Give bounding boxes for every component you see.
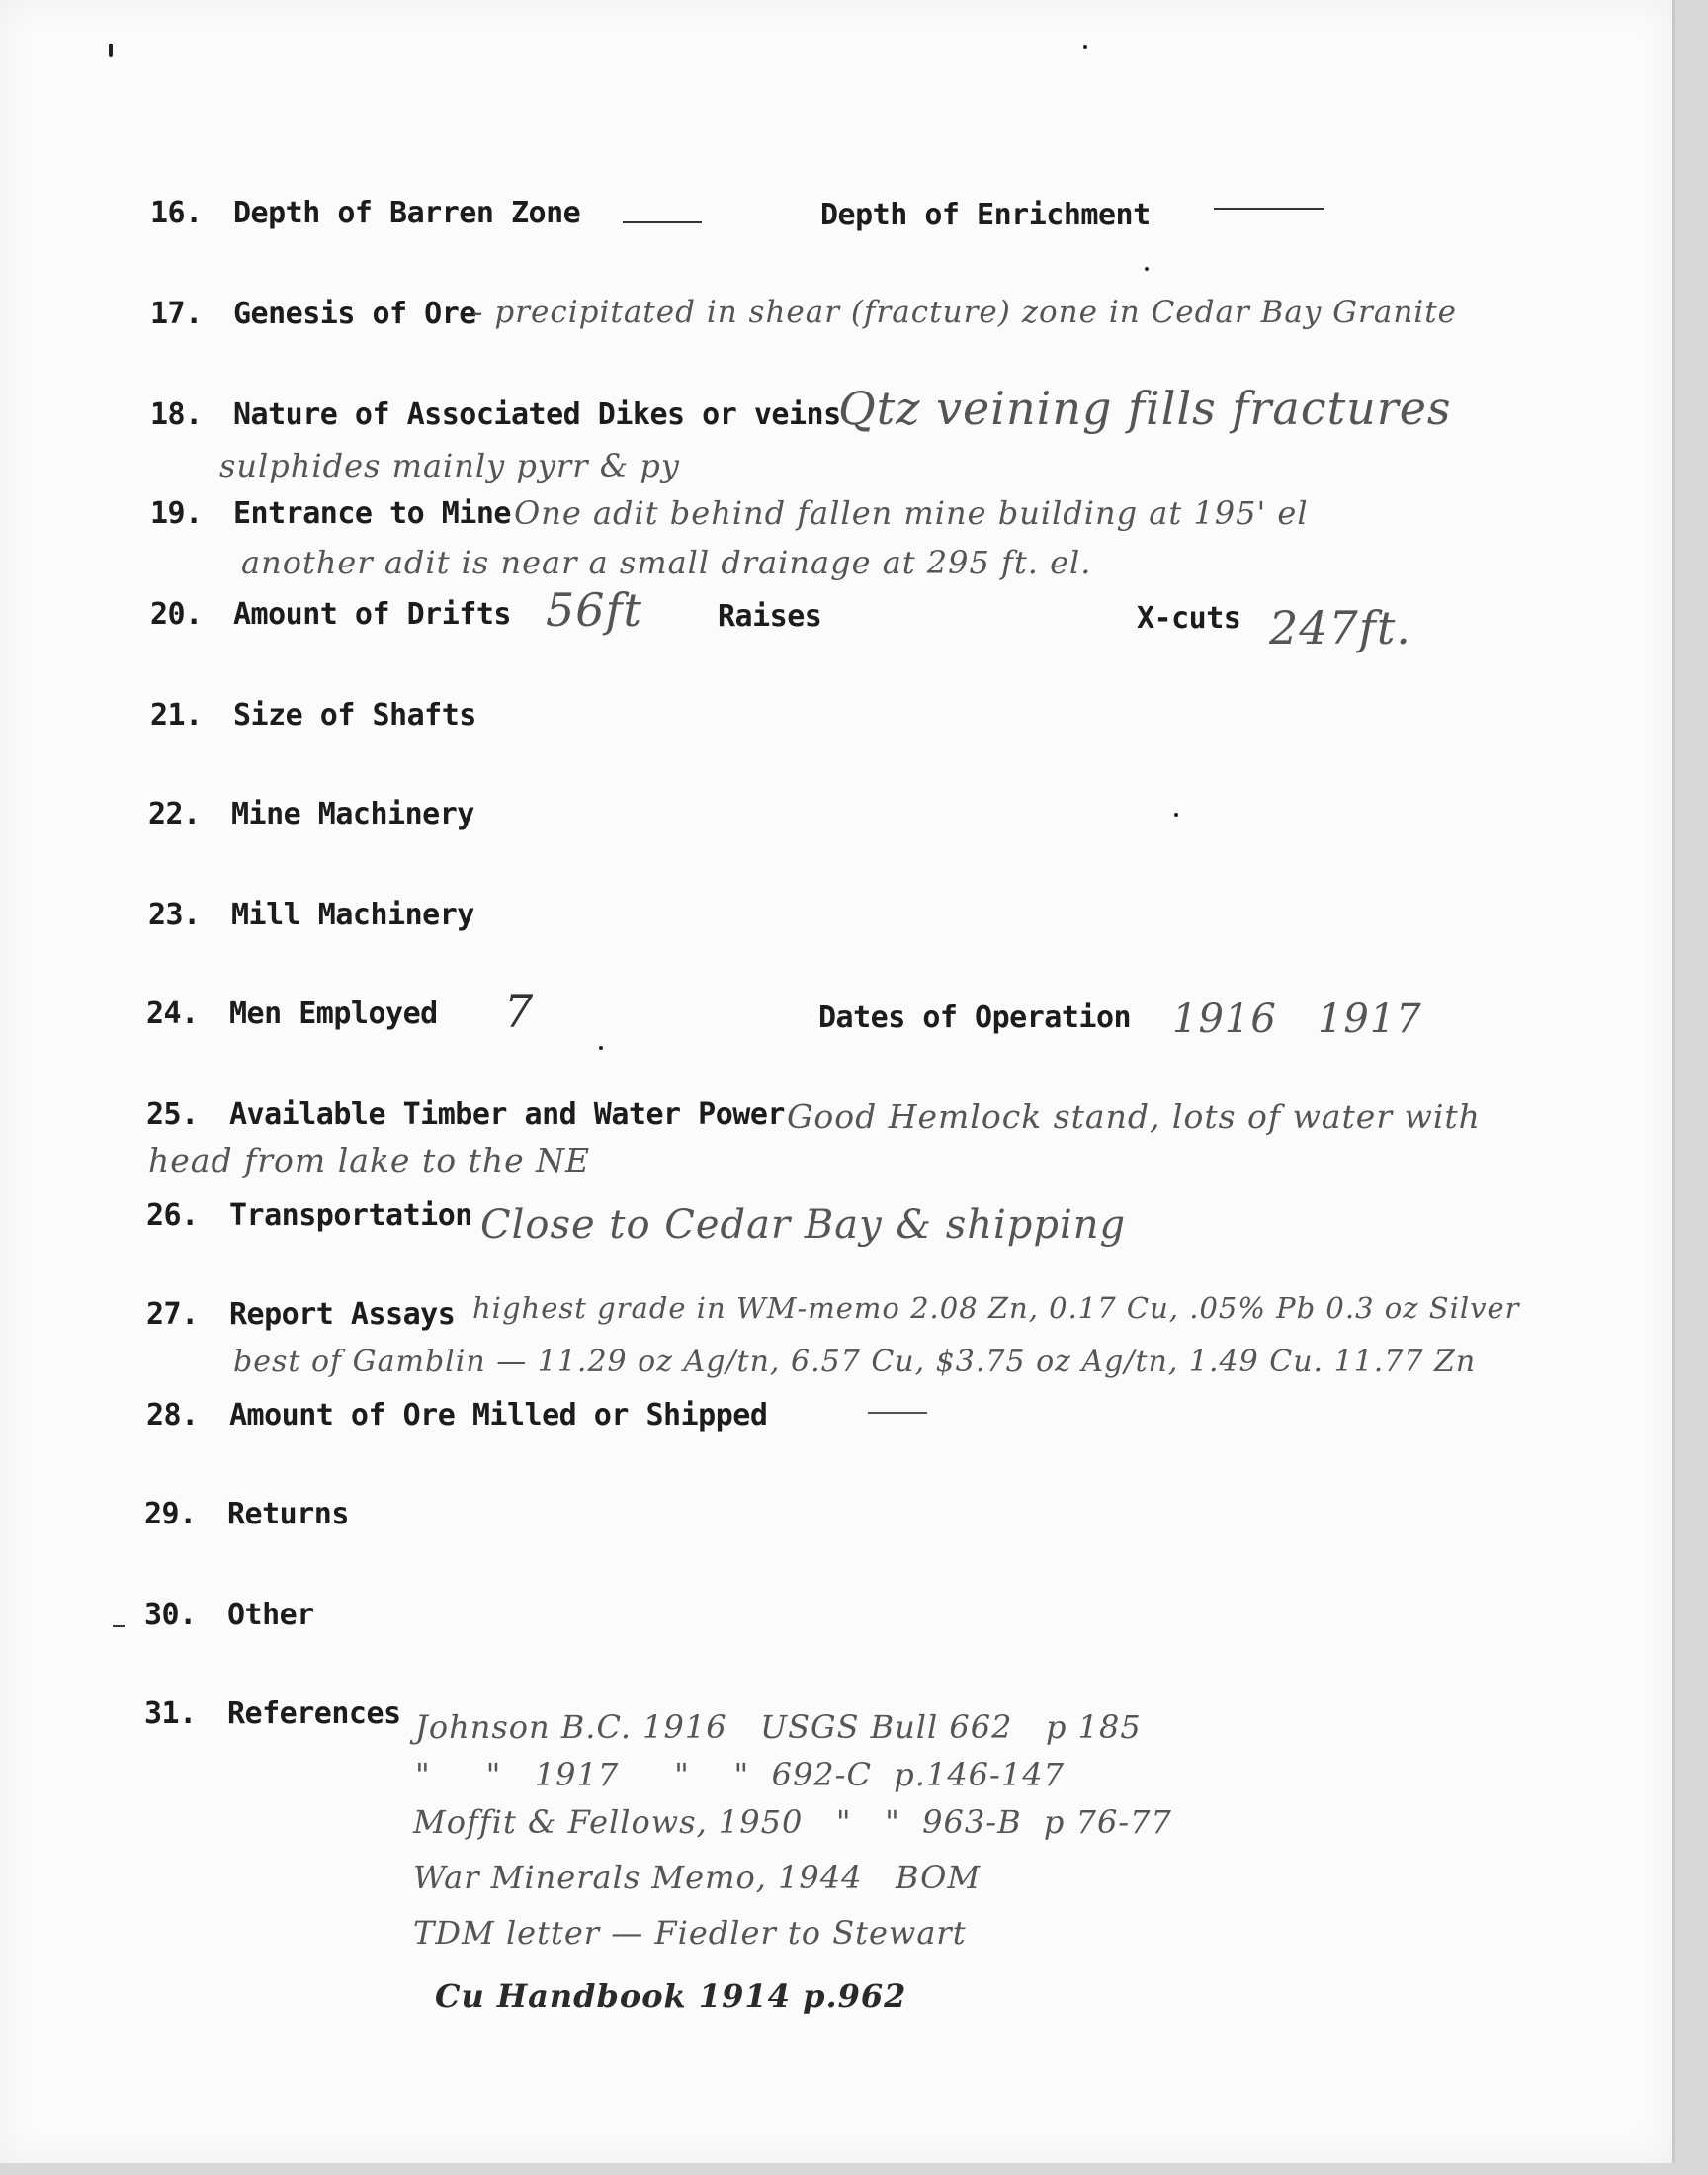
field-label-other: Other [227,1598,314,1632]
field-label-references: References [227,1696,401,1731]
scan-speck [1174,813,1178,817]
handwritten-answer-veins: Qtz veining fills fractures [838,382,1452,435]
field-label-genesis-of-ore: Genesis of Ore [233,297,476,331]
handwritten-answer-timber: Good Hemlock stand, lots of water with [787,1097,1481,1136]
item-number: 20. [150,597,203,632]
handwritten-answer-men-employed: 7 [504,985,535,1038]
item-number: 31. [144,1696,197,1731]
reference-line: Moffit & Fellows, 1950 " " 963-B p 76-77 [413,1803,1172,1841]
reference-line-ink: Cu Handbook 1914 p.962 [435,1977,907,2015]
field-label-ore-milled-shipped: Amount of Ore Milled or Shipped [229,1398,768,1433]
field-label-men-employed: Men Employed [229,997,438,1031]
field-label-dates-of-operation: Dates of Operation [818,1000,1132,1035]
field-label-report-assays: Report Assays [229,1297,456,1332]
handwritten-answer-drifts: 56ft [546,583,643,637]
item-number: 30. [144,1598,197,1632]
scan-speck [1145,267,1149,271]
handwritten-answer-sulphides: sulphides mainly pyrr & py [219,447,680,484]
blank-answer-line [1214,208,1324,210]
field-label-depth-enrichment: Depth of Enrichment [820,198,1151,232]
scan-speck [1083,45,1087,49]
handwritten-answer-dates: 1916 1917 [1172,997,1422,1042]
field-label-dikes-veins: Nature of Associated Dikes or veins [233,397,841,432]
handwritten-answer-genesis: - precipitated in shear (fracture) zone in Cedar Bay Granite [472,295,1458,330]
handwritten-answer-entrance-2: another adit is near a small drainage at 295 ft. el. [241,544,1092,581]
item-number: 19. [150,496,203,531]
item-number: 22. [148,797,201,831]
handwritten-answer-entrance: One adit behind fallen mine building at 195' el [514,494,1309,532]
reference-line: War Minerals Memo, 1944 BOM [413,1859,982,1896]
reference-line: " " 1917 " " 692-C p.146-147 [415,1756,1065,1793]
underline-mark [868,1412,927,1414]
field-label-size-of-shafts: Size of Shafts [233,698,476,733]
field-label-raises: Raises [718,599,822,634]
item-number: 25. [146,1097,199,1132]
field-label-entrance-to-mine: Entrance to Mine [233,496,511,531]
scan-speck [109,44,113,57]
field-label-mill-machinery: Mill Machinery [231,898,474,932]
reference-line: Johnson B.C. 1916 USGS Bull 662 p 185 [415,1708,1142,1746]
handwritten-answer-x-cuts: 247ft. [1269,601,1411,654]
item-number: 28. [146,1398,199,1433]
item-number: 17. [150,297,203,331]
field-label-transportation: Transportation [229,1198,472,1233]
field-label-returns: Returns [227,1497,349,1531]
item-number: 26. [146,1198,199,1233]
handwritten-answer-transportation: Close to Cedar Bay & shipping [480,1202,1127,1248]
field-label-mine-machinery: Mine Machinery [231,797,474,831]
item-number: 16. [150,196,203,230]
item-number: 29. [144,1497,197,1531]
blank-answer-line [623,221,702,223]
reference-line: TDM letter — Fiedler to Stewart [413,1914,967,1952]
handwritten-answer-assays: highest grade in WM-memo 2.08 Zn, 0.17 Cu, .05% Pb 0.3 oz Silver [472,1291,1520,1325]
field-label-amount-of-drifts: Amount of Drifts [233,597,511,632]
item-number: 27. [146,1297,199,1332]
field-label-depth-barren-zone: Depth of Barren Zone [233,196,581,230]
item-number: 23. [148,898,201,932]
item-number: 21. [150,698,203,733]
margin-mark [113,1625,125,1627]
field-label-timber-water-power: Available Timber and Water Power [229,1097,785,1132]
field-label-x-cuts: X-cuts [1137,601,1241,636]
item-number: 18. [150,397,203,432]
item-number: 24. [146,997,199,1031]
handwritten-answer-assays-2: best of Gamblin — 11.29 oz Ag/tn, 6.57 Cu, $3.75 oz Ag/tn, 1.49 Cu. 11.77 Zn [233,1345,1477,1379]
handwritten-answer-timber-2: head from lake to the NE [148,1141,591,1179]
scan-speck [599,1046,603,1050]
